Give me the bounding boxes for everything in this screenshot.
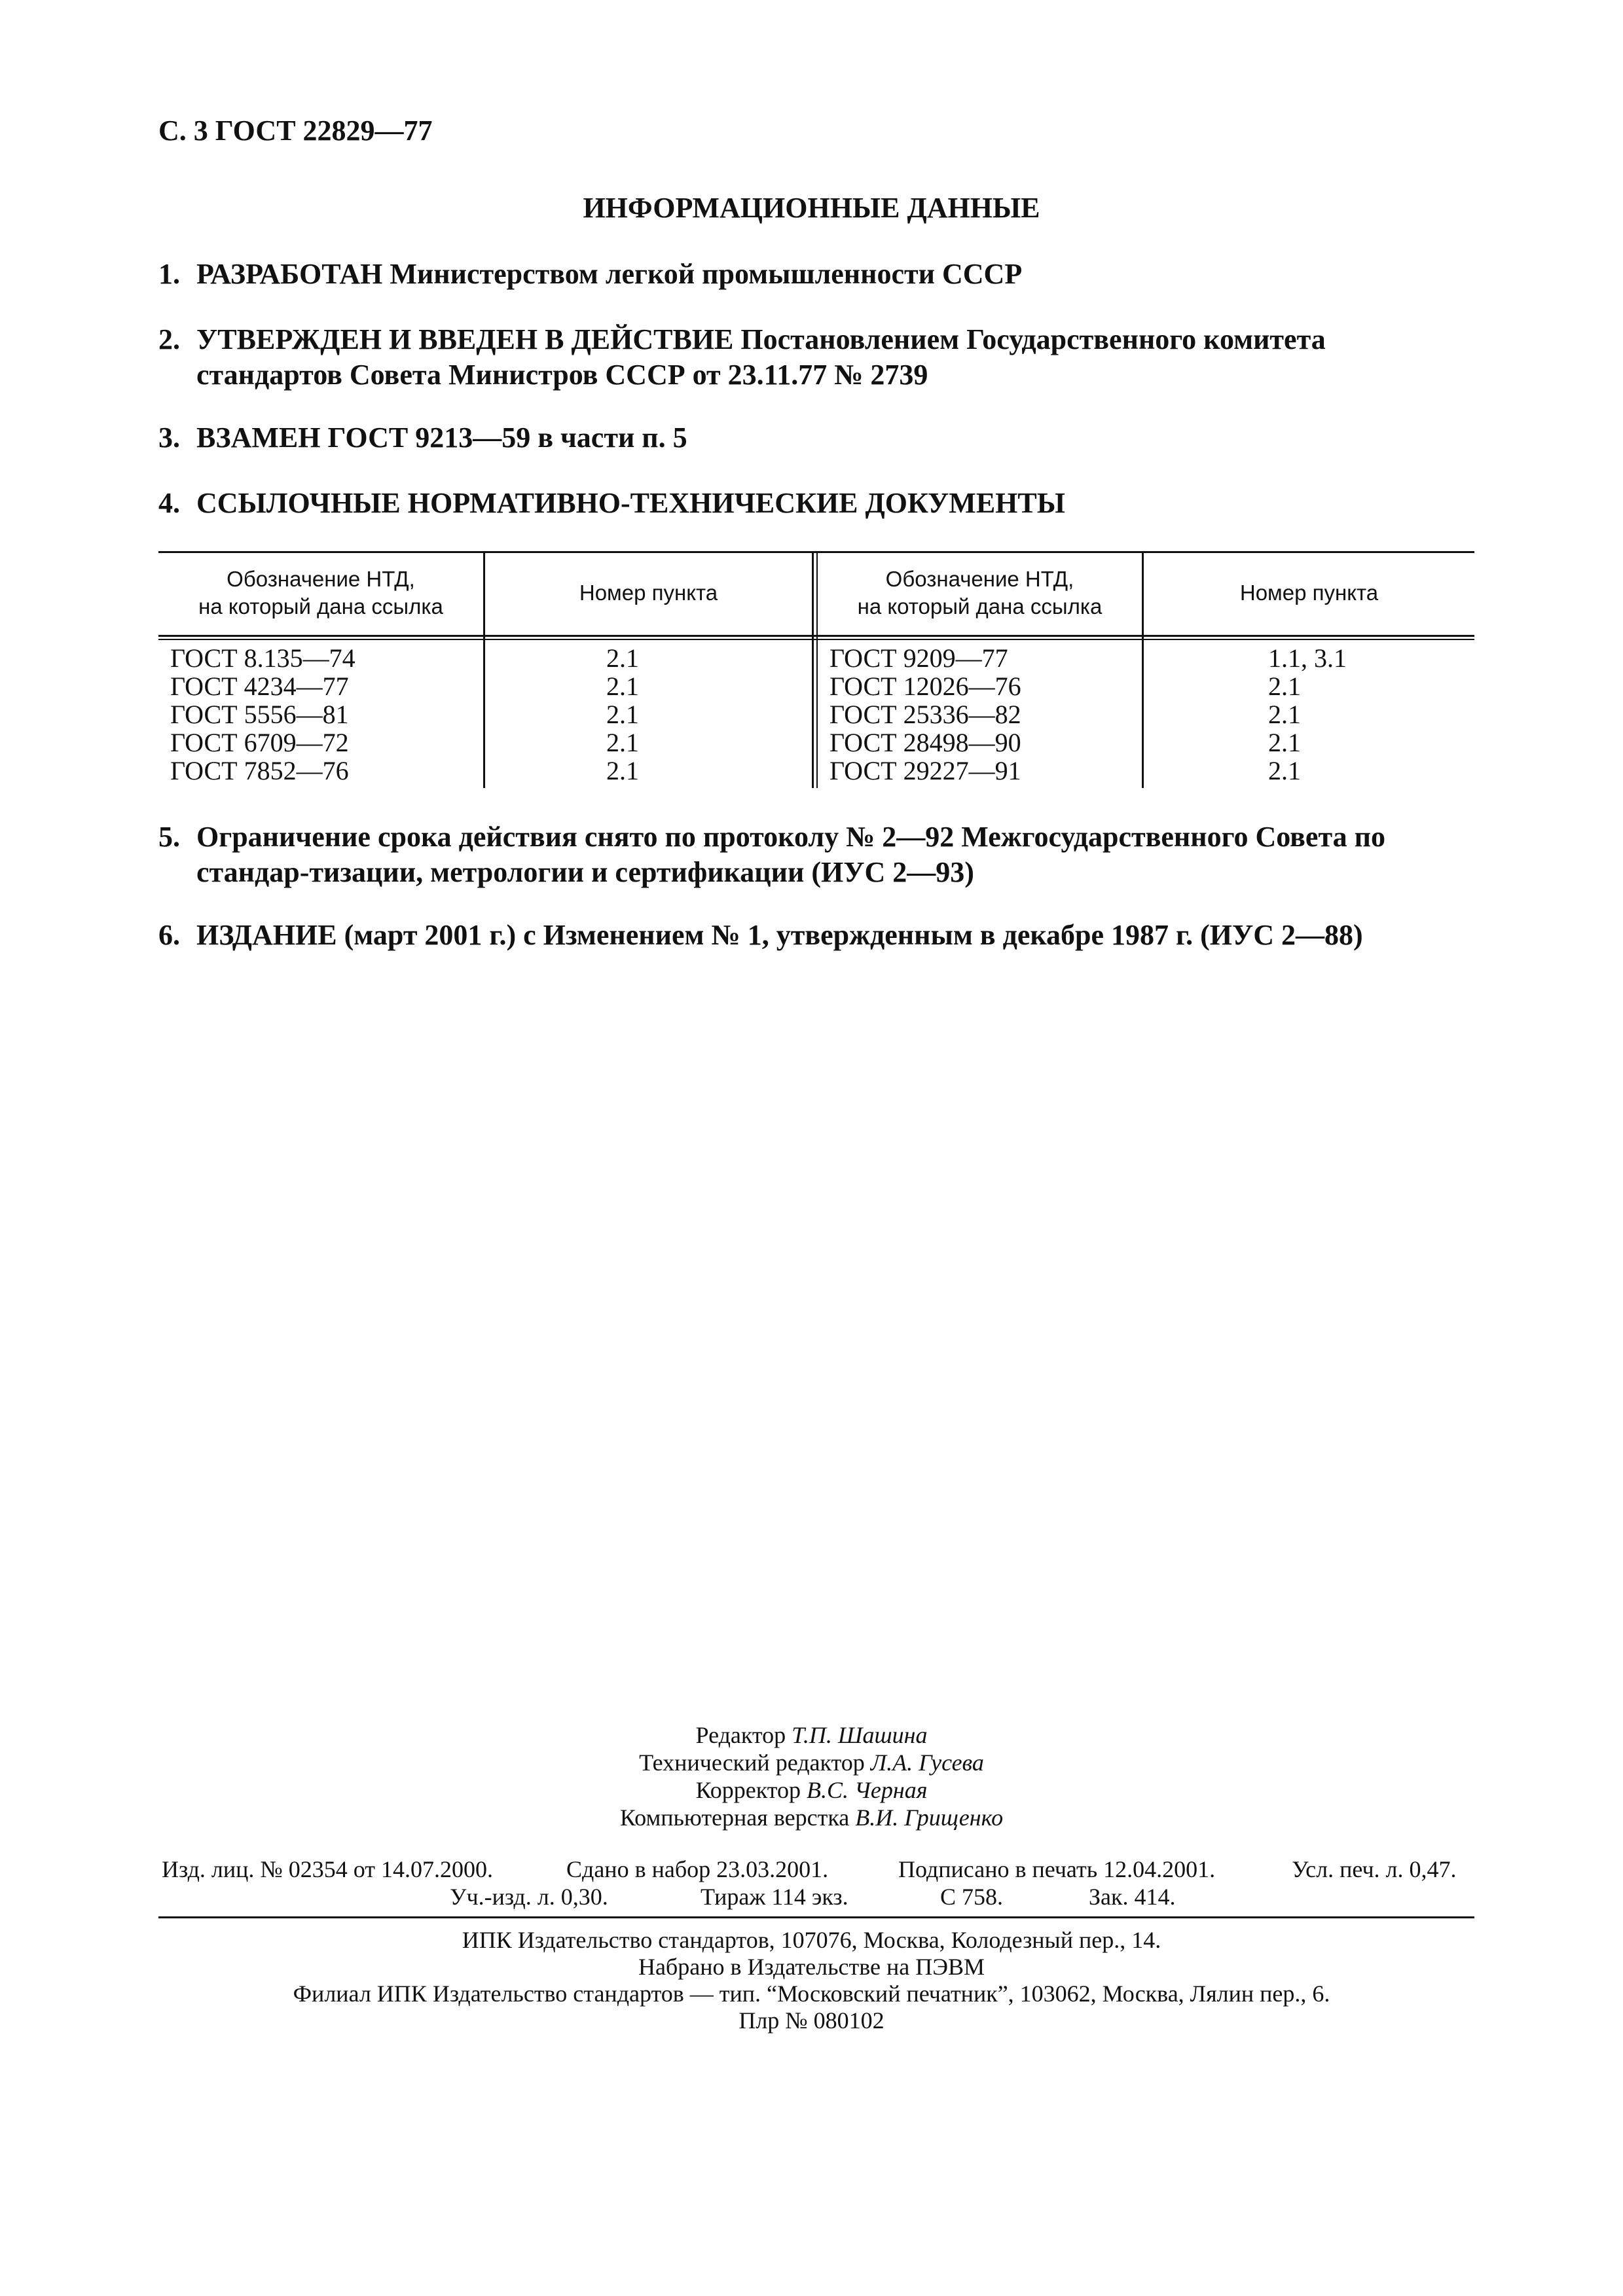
table-cell: 1.1, 3.1 xyxy=(1268,643,1347,673)
print-sheets: Усл. печ. л. 0,47. xyxy=(1292,1856,1457,1882)
print-run: Тираж 114 экз. xyxy=(701,1884,848,1910)
table-cell: ГОСТ 6709—72 xyxy=(170,728,349,757)
footer-line: Набрано в Издательстве на ПЭВМ xyxy=(638,1954,985,1980)
table-cell: 2.1 xyxy=(1268,700,1301,729)
license-info: Изд. лиц. № 02354 от 14.07.2000. xyxy=(162,1856,493,1882)
table-cell: ГОСТ 9209—77 xyxy=(830,643,1008,673)
footer-line: Плр № 080102 xyxy=(739,2007,884,2034)
item-number: 2. xyxy=(158,323,180,355)
credit-line: Технический редактор Л.А. Гусева xyxy=(639,1749,984,1776)
footer-divider xyxy=(158,1916,1474,1918)
table-cell: ГОСТ 25336—82 xyxy=(830,700,1021,729)
column-header-point: Номер пункта xyxy=(579,581,718,605)
item-lead: ВЗАМЕН ГОСТ 9213—59 xyxy=(196,422,531,454)
credit-line: Редактор Т.П. Шашина xyxy=(695,1722,928,1748)
table-cell: 2.1 xyxy=(606,672,639,701)
reference-table xyxy=(158,551,1474,788)
credit-line: Компьютерная верстка В.И. Грищенко xyxy=(619,1804,1004,1831)
signed-date: Подписано в печать 12.04.2001. xyxy=(898,1856,1216,1882)
table-cell: ГОСТ 5556—81 xyxy=(170,700,349,729)
table-cell: ГОСТ 28498—90 xyxy=(830,728,1021,757)
order-number: Зак. 414. xyxy=(1089,1884,1176,1910)
column-header-doc: Обозначение НТД, на который дана ссылка xyxy=(857,567,1103,619)
list-item xyxy=(158,819,1474,890)
table-cell: 2.1 xyxy=(606,728,639,757)
table-cell: ГОСТ 12026—76 xyxy=(830,672,1021,701)
item-text: Постановлением Государственного комитета стандартов Совета Министров СССР от 23.11.77 № 2739 xyxy=(196,323,1326,391)
table-divider-center xyxy=(812,551,814,788)
item-text: (март 2001 г.) с Изменением № 1, утвержденным в декабре 1987 г. (ИУС 2—88) xyxy=(337,919,1363,951)
item-number: 1. xyxy=(158,258,180,290)
table-column-point-left xyxy=(606,644,639,785)
table-cell: ГОСТ 4234—77 xyxy=(170,672,349,701)
publishing-sheets: Уч.-изд. л. 0,30. xyxy=(450,1884,608,1910)
table-cell: ГОСТ 7852—76 xyxy=(170,756,349,785)
item-text: Министерством легкой промышленности СССР xyxy=(382,258,1023,290)
item-number: 5. xyxy=(158,821,180,853)
item-lead: ССЫЛОЧНЫЕ НОРМАТИВНО-ТЕХНИЧЕСКИЕ ДОКУМЕНТЫ xyxy=(196,487,1065,519)
item-number: 6. xyxy=(158,919,180,951)
item-text: Ограничение срока действия снято по протоколу № 2—92 Межгосударственного Совета по стандар-тизации, метрологии и сертификации (ИУС 2—93) xyxy=(196,821,1385,888)
typeset-date: Сдано в набор 23.03.2001. xyxy=(566,1856,829,1882)
list-item xyxy=(158,486,1474,521)
credits-block xyxy=(0,1721,1623,1831)
list-item xyxy=(158,420,1474,456)
list-item xyxy=(158,918,1474,953)
page-reference: С. 3 ГОСТ 22829—77 xyxy=(158,115,433,147)
table-cell: 2.1 xyxy=(1268,728,1301,757)
item-lead: УТВЕРЖДЕН И ВВЕДЕН В ДЕЙСТВИЕ xyxy=(196,323,734,355)
list-item xyxy=(158,257,1474,292)
item-lead: ИЗДАНИЕ xyxy=(196,919,337,951)
list-item xyxy=(158,322,1474,393)
table-column-point-right xyxy=(1268,644,1347,785)
table-column-doc-right xyxy=(830,644,1021,785)
c-number: С 758. xyxy=(940,1884,1004,1910)
column-header-doc: Обозначение НТД, на который дана ссылка xyxy=(198,567,443,619)
item-lead: РАЗРАБОТАН xyxy=(196,258,383,290)
item-number: 3. xyxy=(158,422,180,454)
table-column-doc-left xyxy=(170,644,356,785)
table-cell: 2.1 xyxy=(1268,672,1301,701)
column-header-point: Номер пункта xyxy=(1239,581,1379,605)
item-text: в части п. 5 xyxy=(530,422,687,454)
publisher-footer xyxy=(0,1927,1623,2034)
table-cell: ГОСТ 29227—91 xyxy=(830,756,1021,785)
page-title: ИНФОРМАЦИОННЫЕ ДАННЫЕ xyxy=(583,192,1040,224)
footer-line: ИПК Издательство стандартов, 107076, Москва, Колодезный пер., 14. xyxy=(462,1927,1161,1953)
credit-line: Корректор В.С. Черная xyxy=(695,1777,928,1803)
table-cell: 2.1 xyxy=(606,700,639,729)
item-number: 4. xyxy=(158,487,180,519)
table-cell: ГОСТ 8.135—74 xyxy=(170,643,356,673)
table-cell: 2.1 xyxy=(606,643,639,673)
table-cell: 2.1 xyxy=(606,756,639,785)
table-cell: 2.1 xyxy=(1268,756,1301,785)
footer-line: Филиал ИПК Издательство стандартов — тип. “Московский печатник”, 103062, Москва, Лялин пер., 6. xyxy=(293,1981,1330,2007)
